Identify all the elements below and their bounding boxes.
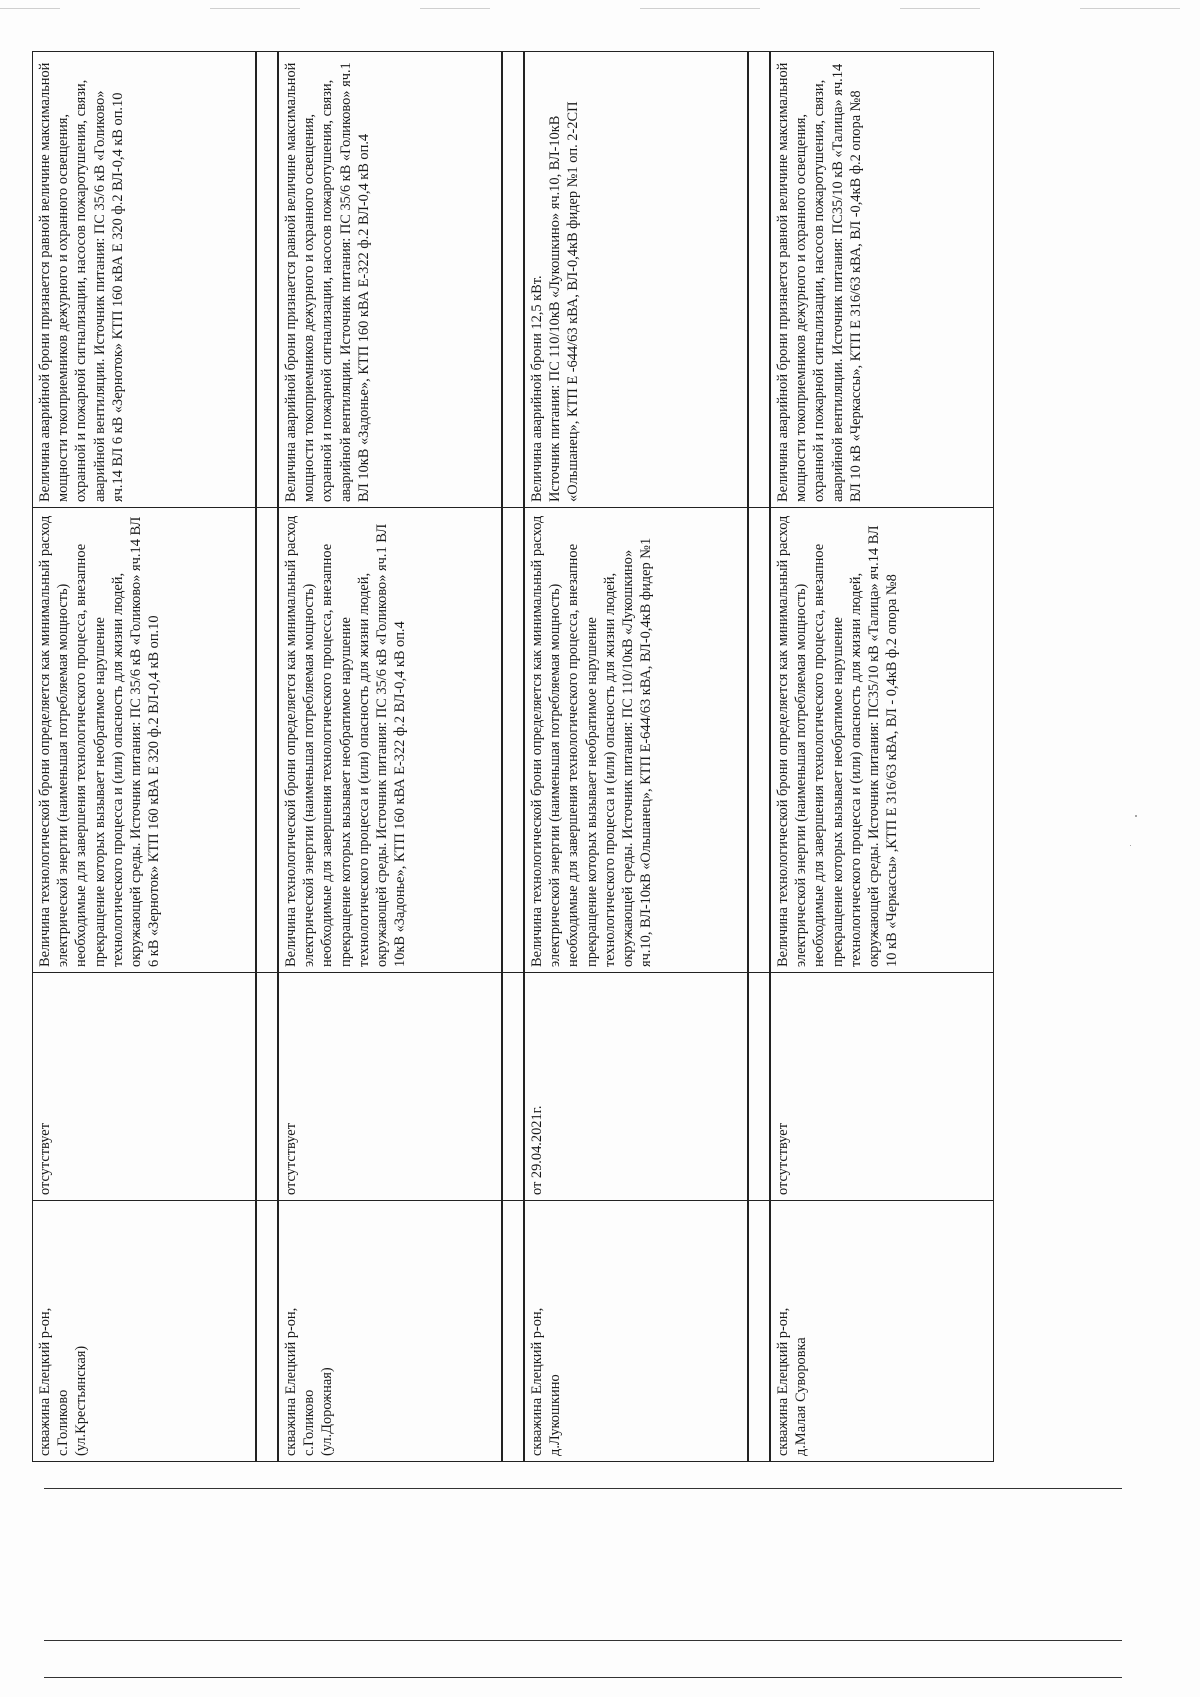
object-name: скважина Елецкий р-он, с.Голиково (ул.Дорожная) [283,1307,336,1456]
emergency-reserve-cell [278,52,502,508]
tech-reserve-text: Величина технологической брони определяется как минимальный расход электрической энергии (наименьшая потребляемая мощность) необходимые для завершения технологического процесса, внезапное прекращение которых вызывает необратимое нарушение технологического процесса и (или) опасность для жизни людей, окружающей среды. Источник питания: ПС35/10 кВ «Талица» яч.14 ВЛ 10 кВ «Черкассы» ,КТП Е 316/63 кВА, ВЛ - 0,4кВ ф.2 опора №8 [775,515,901,967]
tech-reserve-cell [770,508,994,973]
object-name: скважина Елецкий р-он, д.Малая Суворовка [775,1307,810,1456]
act-date: отсутствует [283,1123,299,1195]
horizontal-rule [44,1640,1122,1641]
emergency-reserve-text: Величина аварийной брони признается равной величине максимальной мощности токоприемников дежурного и охранного освещения, охранной и пожарной сигнализации, насосов пожаротушения, связи, аварийной вентиляции. Источник питания: ПС 35/6 кВ «Голиково» яч.14 ВЛ 6 кВ «Зерноток» КТП 160 кВА Е 320 ф.2 ВЛ-0,4 кВ оп.10 [37,62,126,502]
act-date-cell [770,973,994,1201]
horizontal-rule [44,1677,1122,1678]
table-row [524,52,748,1462]
row-separator [748,52,770,1462]
act-date: отсутствует [775,1123,791,1195]
tech-reserve-cell [278,508,502,973]
row-separator [256,52,278,1462]
act-date-cell [33,973,257,1201]
emergency-reserve-cell [524,52,748,508]
act-date-cell [524,973,748,1201]
act-date-cell [278,973,502,1201]
row-separator [502,52,524,1462]
emergency-reserve-text: Величина аварийной брони признается равной величине максимальной мощности токоприемников дежурного и охранного освещения, охранной и пожарной сигнализации, насосов пожаротушения, связи, аварийной вентиляции. Источник питания: ПС 35/6 кВ «Голиково» яч.1 ВЛ 10кВ «Задонье», КТП 160 кВА Е-322 ф.2 ВЛ-0,4 кВ оп.4 [283,62,372,502]
scan-artifact [900,8,980,9]
tech-reserve-cell [33,508,257,973]
table-row [278,52,502,1462]
tech-reserve-text: Величина технологической брони определяется как минимальный расход электрической энергии (наименьшая потребляемая мощность) необходимые для завершения технологического процесса, внезапное прекращение которых вызывает необратимое нарушение технологического процесса и (или) опасность для жизни людей, окружающей среды. Источник питания: ПС 35/6 кВ «Голиково» яч.14 ВЛ 6 кВ «Зерноток» КТП 160 кВА Е 320 ф.2 ВЛ-0,4 кВ оп.10 [37,515,163,967]
horizontal-rule [44,1488,1122,1489]
emergency-reserve-text: Величина аварийной брони признается равной величине максимальной мощности токоприемников дежурного и охранного освещения, охранной и пожарной сигнализации, насосов пожаротушения, связи, аварийной вентиляции. Источник питания: ПС35/10 кВ «Талица» яч.14 ВЛ 10 кВ «Черкассы», КТП Е 316/63 кВА, ВЛ -0,4кВ ф.2 опора №8 [775,62,864,502]
object-name-cell [278,1201,502,1462]
scan-speck [1130,845,1131,846]
tech-reserve-text: Величина технологической брони определяется как минимальный расход электрической энергии (наименьшая потребляемая мощность) необходимые для завершения технологического процесса, внезапное прекращение которых вызывает необратимое нарушение технологического процесса и (или) опасность для жизни людей, окружающей среды. Источник питания: ПС 35/6 кВ «Голиково» яч.1 ВЛ 10кВ «Задонье», КТП 160 кВА Е-322 ф.2 ВЛ-0,4 кВ оп.4 [283,515,409,967]
table-row [33,52,257,1462]
emergency-reserve-cell [33,52,257,508]
scan-artifact [640,8,760,9]
tech-reserve-text: Величина технологической брони определяется как минимальный расход электрической энергии (наименьшая потребляемая мощность) необходимые для завершения технологического процесса, внезапное прекращение которых вызывает необратимое нарушение технологического процесса и (или) опасность для жизни людей, окружающей среды. Источник питания: ПС 110/10кВ «Лукошкино» яч.10, ВЛ-10кВ «Ольшанец», КТП Е-644/63 кВА, ВЛ-0,4кВ фидер №1 [529,515,655,967]
scan-artifact [0,8,60,9]
act-date: от 29.04.2021г. [529,1105,545,1195]
object-name: скважина Елецкий р-он, д.Лукошкино [529,1307,564,1456]
table-row [770,52,994,1462]
emergency-reserve-cell [770,52,994,508]
tech-reserve-cell [524,508,748,973]
object-name-cell [524,1201,748,1462]
object-name-cell [33,1201,257,1462]
rotated-table-container [32,52,980,1462]
emergency-reserve-text: Величина аварийной брони 12,5 кВт. Источник питания: ПС 110/10кВ «Лукошкино» яч.10, ВЛ-10кВ «Ольшанец», КТП Е -644/63 кВА, ВЛ-0,4кВ фидер №1 оп. 2-2СП [529,101,582,502]
scan-artifact [210,8,300,9]
object-name-cell [770,1201,994,1462]
reservation-table [32,51,994,1462]
scan-speck [1135,815,1137,817]
object-name: скважина Елецкий р-он, с.Голиково (ул.Крестьянская) [37,1307,90,1456]
scan-artifact [420,8,490,9]
scan-artifact [1080,8,1180,9]
act-date: отсутствует [37,1123,53,1195]
